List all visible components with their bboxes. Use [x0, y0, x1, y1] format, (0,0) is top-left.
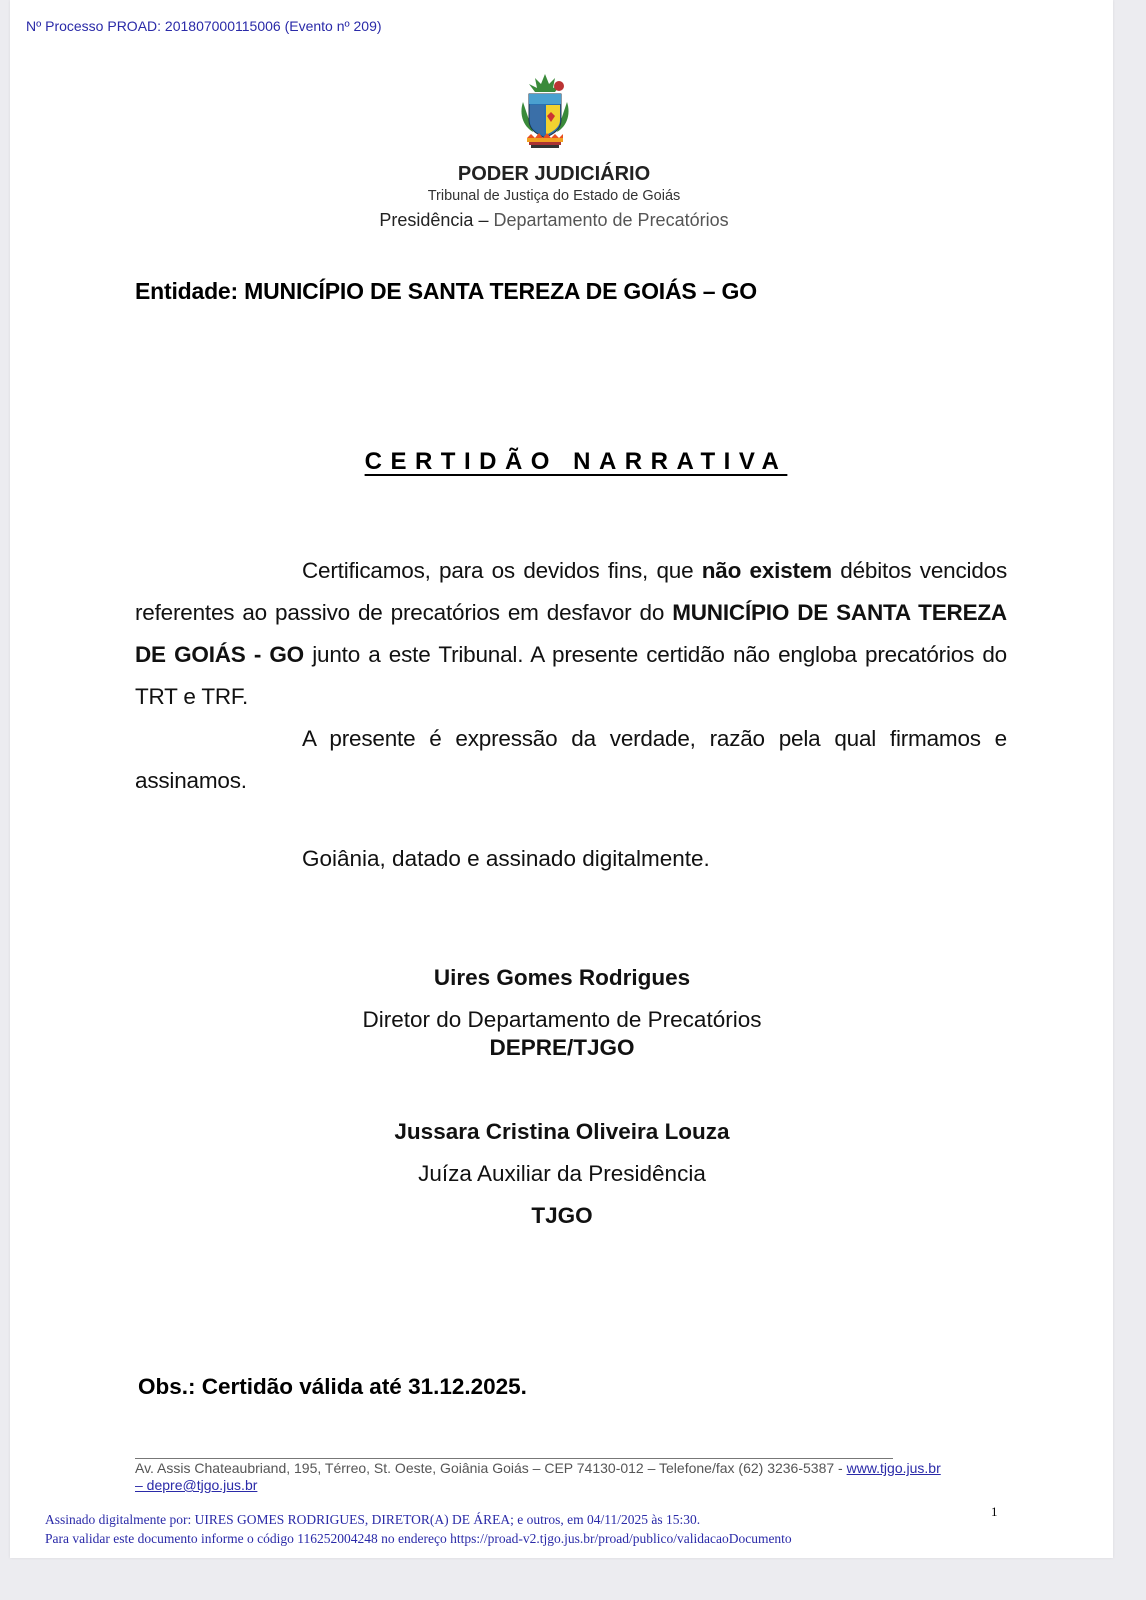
signed-by-text: Assinado digitalmente por: UIRES GOMES RODRIGUES, DIRETOR(A) DE ÁREA; e outros, em 04/11/2025 às 15:30. [45, 1512, 701, 1527]
letterhead-court: Tribunal de Justiça do Estado de Goiás [427, 188, 681, 204]
signatory-1-name: Uires Gomes Rodrigues [433, 965, 691, 990]
email-link[interactable]: – depre@tjgo.jus.br [135, 1477, 258, 1493]
footer-address [135, 1460, 941, 1494]
department-label: Departamento de Precatórios [493, 210, 729, 230]
p1-text-a: Certificamos, para os devidos fins, que [302, 558, 702, 583]
signatory-2-role: Juíza Auxiliar da Presidência [418, 1161, 706, 1186]
entity-line: Entidade: MUNICÍPIO DE SANTA TEREZA DE GOIÁS – GO [135, 278, 757, 304]
p1-bold-b: MUNICÍPIO DE SANTA TEREZA DE GOIÁS - GO [135, 600, 1007, 667]
document-title-text: CERTIDÃO NARRATIVA [364, 448, 788, 475]
signatory-2-name: Jussara Cristina Oliveira Louza [394, 1119, 730, 1144]
document-page [10, 0, 1113, 1558]
digital-signature-notice [45, 1510, 792, 1548]
signatory-2-org: TJGO [531, 1203, 593, 1228]
letterhead-department [10, 210, 1098, 231]
signatory-1-org: DEPRE/TJGO [489, 1035, 635, 1060]
body-paragraph-2: A presente é expressão da verdade, razão pela qual firmamos e assinamos. [135, 726, 1007, 793]
page-number: 1 [991, 1504, 998, 1519]
website-link[interactable]: www.tjgo.jus.br [846, 1460, 941, 1476]
separator: – [473, 210, 494, 230]
p1-text-b: débitos vencidos referentes ao passivo de precatórios em desfavor do [135, 558, 1008, 625]
validity-note: Obs.: Certidão válida até 31.12.2025. [138, 1374, 527, 1399]
goias-coat-of-arms-icon [515, 72, 575, 152]
p1-text-c: junto a este Tribunal. A presente certidão não engloba precatórios do TRT e TRF. [135, 642, 1007, 709]
validation-text: Para validar este documento informe o código 116252004248 no endereço https://proad-v2.tjgo.jus.br/proad/publico/validacaoDocumento [45, 1531, 792, 1546]
signatory-1-role: Diretor do Departamento de Precatórios [362, 1007, 762, 1032]
footer-divider [135, 1458, 893, 1459]
body-paragraph-1 [135, 550, 1007, 718]
address-text: Av. Assis Chateaubriand, 195, Térreo, St. Oeste, Goiânia Goiás – CEP 74130-012 – Telefone/fax (62) 3236-5387 - [135, 1460, 847, 1476]
date-line: Goiânia, datado e assinado digitalmente. [302, 846, 710, 871]
p1-bold-a: não existem [701, 558, 832, 583]
presidency-label: Presidência [379, 210, 474, 230]
document-title [10, 448, 1142, 476]
process-number-header: Nº Processo PROAD: 201807000115006 (Evento nº 209) [26, 18, 382, 34]
certificate-body [135, 550, 1007, 802]
letterhead-title: PODER JUDICIÁRIO [457, 163, 651, 185]
